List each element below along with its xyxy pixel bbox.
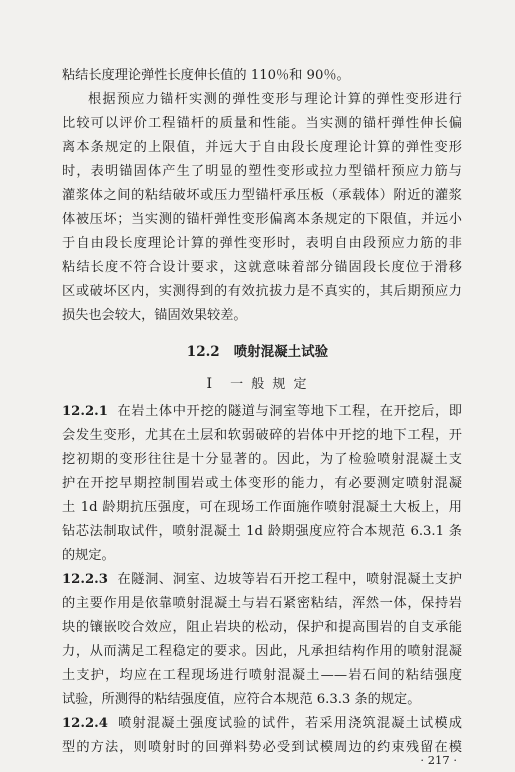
text-line: 根据预应力锚杆实测的弹性变形与理论计算的弹性变形进行 <box>88 92 462 107</box>
clause-number: 12.2.1 <box>62 404 108 419</box>
text-line: 离本条规定的上限值，并远大于自由段长度理论计算的弹性变形 <box>62 140 462 155</box>
text-line: 挖初期的变形往往是十分显著的。因此，为了检验喷射混凝土支 <box>62 452 462 467</box>
text-line: 体被压坏；当实测的锚杆弹性变形偏离本条规定的下限值，并远小 <box>62 212 462 227</box>
clause-first-line <box>62 714 462 734</box>
clause-text: 喷射混凝土强度试验的试件，若采用浇筑混凝土试模成 <box>116 716 462 731</box>
section-number: 12.2 <box>186 344 220 360</box>
clause-text: 在岩土体中开挖的隧道与洞室等地下工程，在开挖后，即 <box>116 404 462 419</box>
text-line: 会发生变形，尤其在土层和软弱破碎的岩体中开挖的地下工程，开 <box>62 428 462 443</box>
subsection-title: 一 般 规 定 <box>230 377 309 392</box>
text-line: 钻芯法制取试件，喷射混凝土 1d 龄期强度应符合本规范 6.3.1 条 <box>62 524 462 539</box>
text-line: 土支护，均应在工程现场进行喷射混凝土——岩石间的粘结强度 <box>62 668 462 683</box>
clause-number: 12.2.4 <box>62 716 108 731</box>
clause-first-line <box>62 402 462 422</box>
text-line: 灌浆体之间的粘结破坏或压力型锚杆承压板（承载体）附近的灌浆 <box>62 188 462 203</box>
clause-number: 12.2.3 <box>62 572 108 587</box>
page-number: · 217 · <box>420 753 457 767</box>
subsection-heading <box>0 374 515 395</box>
clause-text: 在隧洞、洞室、边坡等岩石开挖工程中，喷射混凝土支护 <box>116 572 462 587</box>
text-line: 土 1d 龄期抗压强度，可在现场工作面施作喷射混凝土大板上，用 <box>62 500 462 515</box>
text-line: 损失也会较大，锚固效果较差。 <box>62 308 247 323</box>
text-line: 力，从而满足工程稳定的要求。因此，凡承担结构作用的喷射混凝 <box>62 644 462 659</box>
section-heading <box>0 342 515 362</box>
text-line: 试验，所测得的粘结强度值，应符合本规范 6.3.3 条的规定。 <box>62 692 421 707</box>
text-line: 的主要作用是依靠喷射混凝土与岩石紧密粘结，浑然一体，保持岩 <box>62 596 462 611</box>
text-line: 时，表明锚固体产生了明显的塑性变形或拉力型锚杆预应力筋与 <box>62 164 462 179</box>
section-title: 喷射混凝土试验 <box>233 344 329 360</box>
text-line: 于自由段长度理论计算的弹性变形时，表明自由段预应力筋的非 <box>62 236 462 251</box>
text-line: 护在开挖早期控制围岩或土体变形的能力，有必要测定喷射混凝 <box>62 476 462 491</box>
text-line: 粘结长度不符合设计要求，这就意味着部分锚固段长度位于滑移 <box>62 260 462 275</box>
text-line: 块的镶嵌咬合效应，阻止岩块的松动，保护和提高围岩的自支承能 <box>62 620 462 635</box>
text-line: 粘结长度理论弹性长度伸长值的 110％和 90％。 <box>62 68 350 83</box>
clause-first-line <box>62 570 462 590</box>
text-line: 比较可以评价工程锚杆的质量和性能。当实测的锚杆弹性伸长偏 <box>62 116 462 131</box>
text-line: 区或破坏区内，实测得到的有效抗拔力是不真实的，其后期预应力 <box>62 284 462 299</box>
subsection-roman-numeral: Ⅰ <box>206 376 213 392</box>
text-line: 型的方法，则喷射时的回弹料势必受到试模周边的约束残留在模 <box>62 740 462 755</box>
text-line: 的规定。 <box>62 548 115 563</box>
